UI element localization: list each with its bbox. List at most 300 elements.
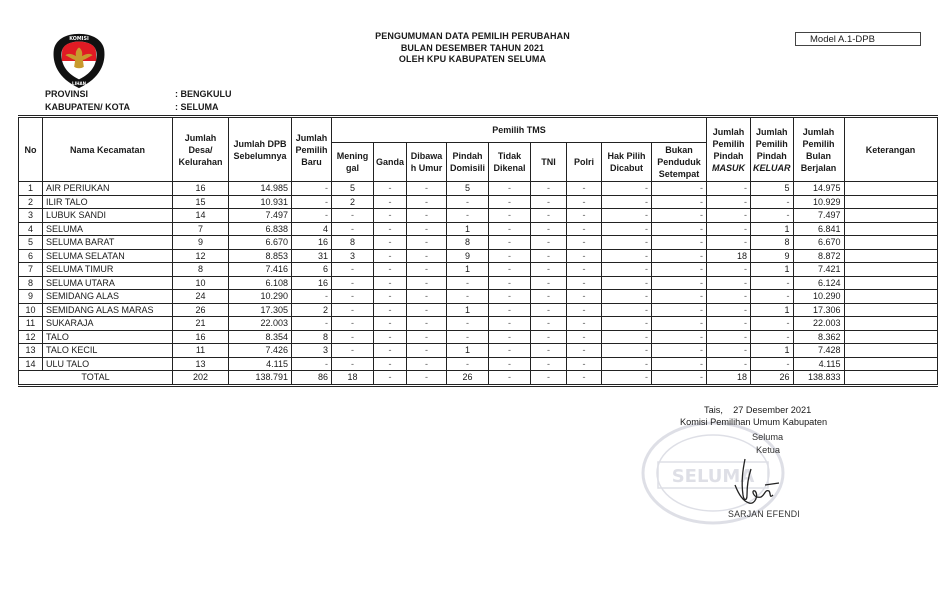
cell-baru: 2 xyxy=(292,303,332,317)
cell-tni: - xyxy=(531,249,567,263)
cell-no: 4 xyxy=(19,222,43,236)
cell-baru: - xyxy=(292,182,332,196)
cell-desa: 12 xyxy=(173,249,229,263)
cell-desa: 11 xyxy=(173,344,229,358)
cell-meninggal: - xyxy=(332,276,374,290)
cell-ganda: - xyxy=(374,249,407,263)
cell-ganda: - xyxy=(374,195,407,209)
cell-berjalan: 22.003 xyxy=(793,317,844,331)
cell-masuk: - xyxy=(707,357,751,371)
kabupaten-value: : SELUMA xyxy=(175,102,219,112)
header-meninggal: Mening gal xyxy=(332,143,374,182)
cell-pindah: - xyxy=(447,276,489,290)
cell-no: 6 xyxy=(19,249,43,263)
svg-text:KOMISI: KOMISI xyxy=(69,37,89,43)
cell-ket xyxy=(844,249,937,263)
cell-tidak: - xyxy=(489,303,531,317)
table-row xyxy=(19,209,938,223)
table-row xyxy=(19,276,938,290)
cell-pindah: 1 xyxy=(447,303,489,317)
cell-keluar: 1 xyxy=(751,263,794,277)
cell-nama: SEMIDANG ALAS MARAS xyxy=(43,303,173,317)
cell-pindah: - xyxy=(447,290,489,304)
cell-baru: - xyxy=(292,357,332,371)
header-tidak-dikenal: Tidak Dikenal xyxy=(489,143,531,182)
cell-bukan: - xyxy=(652,195,707,209)
cell-masuk: - xyxy=(707,303,751,317)
header-bulan-berjalan: Jumlah Pemilih Bulan Berjalan xyxy=(793,117,844,182)
cell-nama: AIR PERIUKAN xyxy=(43,182,173,196)
handwritten-signature xyxy=(725,455,785,510)
cell-baru: 16 xyxy=(292,236,332,250)
total-row xyxy=(19,371,938,386)
cell-berjalan: 7.497 xyxy=(793,209,844,223)
header-bukan-penduduk: Bukan Penduduk Setempat xyxy=(652,143,707,182)
cell-desa: 7 xyxy=(173,222,229,236)
total-hak: - xyxy=(602,371,652,386)
cell-tni: - xyxy=(531,330,567,344)
header-pemilih-baru: Jumlah Pemilih Baru xyxy=(292,117,332,182)
table-row xyxy=(19,317,938,331)
cell-polri: - xyxy=(567,263,602,277)
cell-polri: - xyxy=(567,303,602,317)
cell-tidak: - xyxy=(489,182,531,196)
cell-bukan: - xyxy=(652,263,707,277)
cell-berjalan: 10.929 xyxy=(793,195,844,209)
cell-bukan: - xyxy=(652,209,707,223)
cell-nama: SELUMA xyxy=(43,222,173,236)
title-line-3: OLEH KPU KABUPATEN SELUMA xyxy=(398,54,547,64)
place-date: Tais, 27 Desember 2021 xyxy=(704,405,812,415)
header-pindah-keluar xyxy=(751,117,794,182)
cell-berjalan: 6.670 xyxy=(793,236,844,250)
cell-meninggal: - xyxy=(332,344,374,358)
cell-dpb: 14.985 xyxy=(229,182,292,196)
cell-nama: SELUMA UTARA xyxy=(43,276,173,290)
cell-meninggal: 5 xyxy=(332,182,374,196)
total-meninggal: 18 xyxy=(332,371,374,386)
provinsi-value: : BENGKULU xyxy=(175,89,232,99)
cell-ganda: - xyxy=(374,263,407,277)
cell-dpb: 6.838 xyxy=(229,222,292,236)
header-jumlah-desa: Jumlah Desa/ Kelurahan xyxy=(173,117,229,182)
header-hak-pilih-dicabut: Hak Pilih Dicabut xyxy=(602,143,652,182)
cell-tidak: - xyxy=(489,209,531,223)
cell-nama: SEMIDANG ALAS xyxy=(43,290,173,304)
cell-no: 13 xyxy=(19,344,43,358)
cell-meninggal: - xyxy=(332,209,374,223)
cell-pindah: - xyxy=(447,195,489,209)
cell-bukan: - xyxy=(652,249,707,263)
cell-masuk: - xyxy=(707,182,751,196)
cell-baru: 31 xyxy=(292,249,332,263)
cell-tidak: - xyxy=(489,195,531,209)
cell-hak: - xyxy=(602,357,652,371)
cell-polri: - xyxy=(567,236,602,250)
cell-ket xyxy=(844,236,937,250)
cell-bukan: - xyxy=(652,330,707,344)
cell-ganda: - xyxy=(374,344,407,358)
cell-hak: - xyxy=(602,222,652,236)
document-title xyxy=(330,31,615,66)
cell-meninggal: 8 xyxy=(332,236,374,250)
cell-dibawah: - xyxy=(407,290,447,304)
cell-masuk: - xyxy=(707,344,751,358)
signatory-role: Ketua xyxy=(756,445,781,455)
cell-tni: - xyxy=(531,290,567,304)
cell-baru: - xyxy=(292,195,332,209)
cell-bukan: - xyxy=(652,344,707,358)
header-pindah-masuk xyxy=(707,117,751,182)
cell-hak: - xyxy=(602,249,652,263)
cell-hak: - xyxy=(602,290,652,304)
cell-hak: - xyxy=(602,276,652,290)
cell-meninggal: - xyxy=(332,222,374,236)
cell-meninggal: - xyxy=(332,303,374,317)
cell-berjalan: 7.428 xyxy=(793,344,844,358)
cell-no: 14 xyxy=(19,357,43,371)
cell-pindah: 1 xyxy=(447,222,489,236)
cell-nama: SELUMA TIMUR xyxy=(43,263,173,277)
cell-nama: TALO xyxy=(43,330,173,344)
cell-masuk: - xyxy=(707,236,751,250)
cell-no: 11 xyxy=(19,317,43,331)
table-row xyxy=(19,182,938,196)
header-nama-kecamatan: Nama Kecamatan xyxy=(43,117,173,182)
cell-berjalan: 6.841 xyxy=(793,222,844,236)
cell-desa: 9 xyxy=(173,236,229,250)
header-tni: TNI xyxy=(531,143,567,182)
cell-meninggal: - xyxy=(332,357,374,371)
table-row xyxy=(19,249,938,263)
cell-pindah: 1 xyxy=(447,263,489,277)
header-ganda: Ganda xyxy=(374,143,407,182)
total-dibawah: - xyxy=(407,371,447,386)
title-line-1: PENGUMUMAN DATA PEMILIH PERUBAHAN xyxy=(375,31,570,41)
cell-dpb: 6.108 xyxy=(229,276,292,290)
total-bukan: - xyxy=(652,371,707,386)
cell-dpb: 7.497 xyxy=(229,209,292,223)
cell-nama: SELUMA BARAT xyxy=(43,236,173,250)
cell-dpb: 10.290 xyxy=(229,290,292,304)
cell-dpb: 10.931 xyxy=(229,195,292,209)
cell-tidak: - xyxy=(489,330,531,344)
total-keluar: 26 xyxy=(751,371,794,386)
cell-desa: 26 xyxy=(173,303,229,317)
total-dpb: 138.791 xyxy=(229,371,292,386)
cell-tidak: - xyxy=(489,263,531,277)
cell-masuk: - xyxy=(707,222,751,236)
total-keterangan xyxy=(844,371,937,386)
cell-no: 5 xyxy=(19,236,43,250)
cell-tni: - xyxy=(531,236,567,250)
title-line-2: BULAN DESEMBER TAHUN 2021 xyxy=(400,42,545,53)
cell-baru: 3 xyxy=(292,344,332,358)
total-pindah: 26 xyxy=(447,371,489,386)
cell-dibawah: - xyxy=(407,357,447,371)
cell-tni: - xyxy=(531,317,567,331)
cell-meninggal: 3 xyxy=(332,249,374,263)
cell-masuk: - xyxy=(707,209,751,223)
cell-masuk: - xyxy=(707,263,751,277)
cell-meninggal: - xyxy=(332,330,374,344)
cell-no: 7 xyxy=(19,263,43,277)
header-pindah-domisili: Pindah Domisili xyxy=(447,143,489,182)
cell-dibawah: - xyxy=(407,195,447,209)
kabupaten-row xyxy=(45,102,219,112)
cell-dpb: 7.416 xyxy=(229,263,292,277)
cell-polri: - xyxy=(567,290,602,304)
masuk-em: MASUK xyxy=(712,162,746,173)
cell-polri: - xyxy=(567,195,602,209)
keluar-prefix: Jumlah Pemilih Pindah xyxy=(755,126,788,161)
cell-dibawah: - xyxy=(407,344,447,358)
cell-baru: - xyxy=(292,317,332,331)
provinsi-row xyxy=(45,89,232,99)
cell-masuk: - xyxy=(707,195,751,209)
cell-masuk: - xyxy=(707,317,751,331)
cell-ganda: - xyxy=(374,182,407,196)
cell-ganda: - xyxy=(374,209,407,223)
cell-desa: 10 xyxy=(173,276,229,290)
cell-no: 9 xyxy=(19,290,43,304)
cell-ket xyxy=(844,303,937,317)
cell-meninggal: - xyxy=(332,317,374,331)
cell-berjalan: 7.421 xyxy=(793,263,844,277)
header-polri: Polri xyxy=(567,143,602,182)
cell-berjalan: 8.872 xyxy=(793,249,844,263)
cell-pindah: - xyxy=(447,209,489,223)
cell-tni: - xyxy=(531,276,567,290)
table-row xyxy=(19,236,938,250)
cell-masuk: - xyxy=(707,290,751,304)
cell-berjalan: 8.362 xyxy=(793,330,844,344)
cell-dibawah: - xyxy=(407,182,447,196)
cell-dibawah: - xyxy=(407,222,447,236)
cell-bukan: - xyxy=(652,182,707,196)
cell-dpb: 8.354 xyxy=(229,330,292,344)
signatory-organization: Komisi Pemilihan Umum Kabupaten xyxy=(680,417,828,427)
keluar-em: KELUAR xyxy=(753,162,791,173)
cell-dpb: 4.115 xyxy=(229,357,292,371)
cell-meninggal: - xyxy=(332,290,374,304)
cell-bukan: - xyxy=(652,276,707,290)
cell-tni: - xyxy=(531,209,567,223)
cell-keluar: 1 xyxy=(751,303,794,317)
cell-tni: - xyxy=(531,222,567,236)
table-row xyxy=(19,344,938,358)
signatory-city: Seluma xyxy=(752,432,784,442)
cell-ganda: - xyxy=(374,357,407,371)
cell-desa: 24 xyxy=(173,290,229,304)
cell-meninggal: 2 xyxy=(332,195,374,209)
cell-dpb: 22.003 xyxy=(229,317,292,331)
cell-berjalan: 6.124 xyxy=(793,276,844,290)
cell-polri: - xyxy=(567,357,602,371)
cell-hak: - xyxy=(602,263,652,277)
cell-baru: - xyxy=(292,209,332,223)
cell-polri: - xyxy=(567,317,602,331)
cell-masuk: 18 xyxy=(707,249,751,263)
cell-desa: 15 xyxy=(173,195,229,209)
cell-keluar: - xyxy=(751,330,794,344)
cell-tidak: - xyxy=(489,236,531,250)
cell-keluar: - xyxy=(751,290,794,304)
cell-pindah: - xyxy=(447,357,489,371)
cell-ganda: - xyxy=(374,290,407,304)
cell-baru: 16 xyxy=(292,276,332,290)
cell-meninggal: - xyxy=(332,263,374,277)
cell-bukan: - xyxy=(652,317,707,331)
cell-polri: - xyxy=(567,276,602,290)
cell-dibawah: - xyxy=(407,330,447,344)
cell-tni: - xyxy=(531,344,567,358)
cell-dpb: 8.853 xyxy=(229,249,292,263)
table-row xyxy=(19,222,938,236)
cell-masuk: - xyxy=(707,276,751,290)
cell-pindah: 5 xyxy=(447,182,489,196)
svg-text:LIHAN: LIHAN xyxy=(72,81,86,87)
cell-keluar: 8 xyxy=(751,236,794,250)
cell-masuk: - xyxy=(707,330,751,344)
kabupaten-label: KABUPATEN/ KOTA xyxy=(45,102,130,112)
cell-baru: 4 xyxy=(292,222,332,236)
cell-keluar: 9 xyxy=(751,249,794,263)
header-dibawah-umur: Dibawa h Umur xyxy=(407,143,447,182)
cell-keluar: 1 xyxy=(751,344,794,358)
voter-data-table xyxy=(18,115,938,387)
cell-bukan: - xyxy=(652,236,707,250)
cell-keluar: - xyxy=(751,357,794,371)
cell-polri: - xyxy=(567,344,602,358)
cell-ganda: - xyxy=(374,222,407,236)
total-polri: - xyxy=(567,371,602,386)
cell-polri: - xyxy=(567,182,602,196)
total-masuk: 18 xyxy=(707,371,751,386)
cell-ket xyxy=(844,290,937,304)
cell-dibawah: - xyxy=(407,236,447,250)
cell-desa: 14 xyxy=(173,209,229,223)
cell-ganda: - xyxy=(374,236,407,250)
cell-tni: - xyxy=(531,357,567,371)
cell-desa: 16 xyxy=(173,182,229,196)
cell-baru: 6 xyxy=(292,263,332,277)
cell-hak: - xyxy=(602,195,652,209)
cell-tidak: - xyxy=(489,357,531,371)
cell-hak: - xyxy=(602,330,652,344)
total-ganda: - xyxy=(374,371,407,386)
cell-tidak: - xyxy=(489,344,531,358)
total-tidak: - xyxy=(489,371,531,386)
cell-nama: SUKARAJA xyxy=(43,317,173,331)
signatory-name: SARJAN EFENDI xyxy=(728,509,801,519)
cell-pindah: 1 xyxy=(447,344,489,358)
cell-desa: 16 xyxy=(173,330,229,344)
cell-keluar: - xyxy=(751,209,794,223)
cell-dibawah: - xyxy=(407,303,447,317)
cell-tni: - xyxy=(531,303,567,317)
cell-tidak: - xyxy=(489,276,531,290)
cell-pindah: 8 xyxy=(447,236,489,250)
cell-ket xyxy=(844,276,937,290)
cell-hak: - xyxy=(602,303,652,317)
cell-desa: 21 xyxy=(173,317,229,331)
cell-nama: ULU TALO xyxy=(43,357,173,371)
cell-ganda: - xyxy=(374,317,407,331)
model-label: Model A.1-DPB xyxy=(795,32,921,46)
cell-berjalan: 17.306 xyxy=(793,303,844,317)
header-pemilih-tms: Pemilih TMS xyxy=(332,117,707,143)
cell-ganda: - xyxy=(374,330,407,344)
cell-nama: ILIR TALO xyxy=(43,195,173,209)
cell-tidak: - xyxy=(489,249,531,263)
header-jumlah-dpb: Jumlah DPB Sebelumnya xyxy=(229,117,292,182)
total-label: TOTAL xyxy=(19,371,173,386)
cell-tni: - xyxy=(531,263,567,277)
cell-polri: - xyxy=(567,209,602,223)
cell-ket xyxy=(844,317,937,331)
cell-no: 8 xyxy=(19,276,43,290)
cell-hak: - xyxy=(602,344,652,358)
cell-nama: TALO KECIL xyxy=(43,344,173,358)
cell-tidak: - xyxy=(489,290,531,304)
cell-dibawah: - xyxy=(407,317,447,331)
cell-hak: - xyxy=(602,182,652,196)
table-row xyxy=(19,195,938,209)
cell-hak: - xyxy=(602,317,652,331)
cell-no: 12 xyxy=(19,330,43,344)
cell-berjalan: 4.115 xyxy=(793,357,844,371)
total-baru: 86 xyxy=(292,371,332,386)
cell-tni: - xyxy=(531,195,567,209)
cell-ket xyxy=(844,222,937,236)
header-no: No xyxy=(19,117,43,182)
cell-no: 2 xyxy=(19,195,43,209)
cell-polri: - xyxy=(567,330,602,344)
cell-desa: 8 xyxy=(173,263,229,277)
header-keterangan: Keterangan xyxy=(844,117,937,182)
cell-ket xyxy=(844,263,937,277)
cell-dibawah: - xyxy=(407,249,447,263)
cell-dibawah: - xyxy=(407,276,447,290)
table-row xyxy=(19,303,938,317)
total-desa: 202 xyxy=(173,371,229,386)
table-row xyxy=(19,357,938,371)
cell-keluar: 5 xyxy=(751,182,794,196)
cell-ket xyxy=(844,344,937,358)
cell-no: 1 xyxy=(19,182,43,196)
cell-pindah: 9 xyxy=(447,249,489,263)
cell-hak: - xyxy=(602,209,652,223)
cell-ganda: - xyxy=(374,303,407,317)
cell-dpb: 7.426 xyxy=(229,344,292,358)
cell-polri: - xyxy=(567,249,602,263)
table-row xyxy=(19,290,938,304)
table-row xyxy=(19,330,938,344)
cell-dibawah: - xyxy=(407,263,447,277)
cell-ganda: - xyxy=(374,276,407,290)
cell-dpb: 17.305 xyxy=(229,303,292,317)
cell-bukan: - xyxy=(652,222,707,236)
cell-keluar: - xyxy=(751,276,794,290)
total-berjalan: 138.833 xyxy=(793,371,844,386)
cell-bukan: - xyxy=(652,357,707,371)
cell-ket xyxy=(844,182,937,196)
cell-ket xyxy=(844,195,937,209)
cell-no: 10 xyxy=(19,303,43,317)
cell-baru: 8 xyxy=(292,330,332,344)
cell-nama: SELUMA SELATAN xyxy=(43,249,173,263)
